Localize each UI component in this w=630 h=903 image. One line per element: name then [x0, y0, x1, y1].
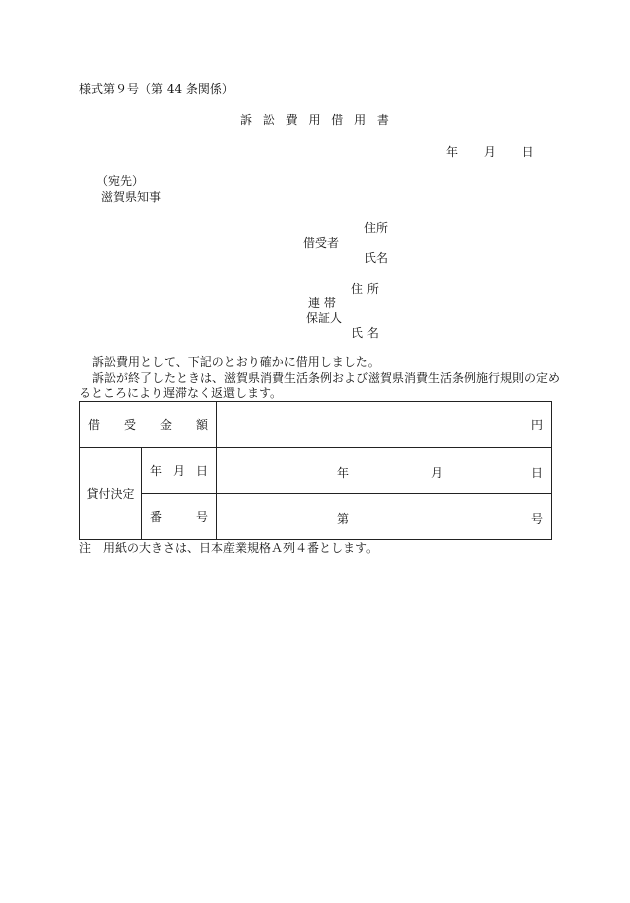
- guarantor-name-label: 氏 名: [351, 326, 379, 340]
- amount-label: [88, 416, 208, 433]
- decision-label: 貸付決定: [86, 487, 135, 501]
- date-label-char: 日: [195, 464, 208, 478]
- number-label-char: 番: [150, 510, 163, 524]
- number-value-cell[interactable]: [217, 494, 552, 540]
- amount-label-char: 額: [195, 418, 208, 432]
- document-title: 訴 訟 費 用 借 用 書: [240, 113, 389, 127]
- number-unit-suffix: 号: [530, 511, 543, 526]
- table-row-decision-date: [80, 448, 552, 494]
- borrower-role-label: 借受者: [303, 236, 340, 250]
- number-label-char: 号: [195, 510, 208, 524]
- amount-label-char: 受: [123, 418, 136, 432]
- date-unit-month: 月: [431, 465, 444, 480]
- guarantor-address-label: 住 所: [351, 282, 379, 296]
- date-unit-year: 年: [337, 465, 350, 480]
- amount-label-cell: [80, 402, 217, 448]
- footnote: 注 用紙の大きさは、日本産業規格Ａ列４番とします。: [79, 541, 379, 555]
- addressee-name: 滋賀県知事: [101, 190, 162, 204]
- body-text-line-1: 訴訟費用として、下記のとおり確かに借用しました。: [92, 355, 380, 369]
- date-unit-day: 日: [530, 465, 543, 480]
- table-row-amount: [80, 402, 552, 448]
- addressee-heading: （宛先）: [96, 174, 145, 188]
- borrower-name-label: 氏名: [364, 251, 389, 265]
- borrower-address-label: 住所: [364, 221, 389, 235]
- number-unit-prefix: 第: [337, 511, 350, 526]
- body-text-line-3: るところにより遅滞なく返還します。: [79, 386, 283, 400]
- guarantor-role-label-1: 連 帯: [308, 296, 336, 310]
- date-label-char: 年: [150, 464, 163, 478]
- amount-value-cell[interactable]: [217, 402, 552, 448]
- date-line: 年 月 日: [446, 145, 534, 159]
- decision-label-cell: [80, 448, 142, 540]
- date-value-cell[interactable]: [217, 448, 552, 494]
- amount-unit: 円: [530, 418, 543, 432]
- date-label-cell: [142, 448, 217, 494]
- number-label: [150, 508, 208, 525]
- body-text-line-2: 訴訟が終了したときは、滋賀県消費生活条例および滋賀県消費生活条例施行規則の定め: [92, 371, 561, 385]
- amount-label-char: 金: [159, 418, 172, 432]
- date-label-char: 月: [172, 464, 185, 478]
- table-row-decision-number: [80, 494, 552, 540]
- number-label-cell: [142, 494, 217, 540]
- date-value: [225, 464, 543, 478]
- form-number: 様式第９号（第 44 条関係）: [79, 82, 234, 96]
- date-label: [150, 462, 208, 479]
- number-value: [225, 510, 543, 524]
- guarantor-role-label-2: 保証人: [306, 311, 343, 325]
- amount-label-char: 借: [88, 418, 101, 432]
- loan-details-table: [79, 401, 552, 540]
